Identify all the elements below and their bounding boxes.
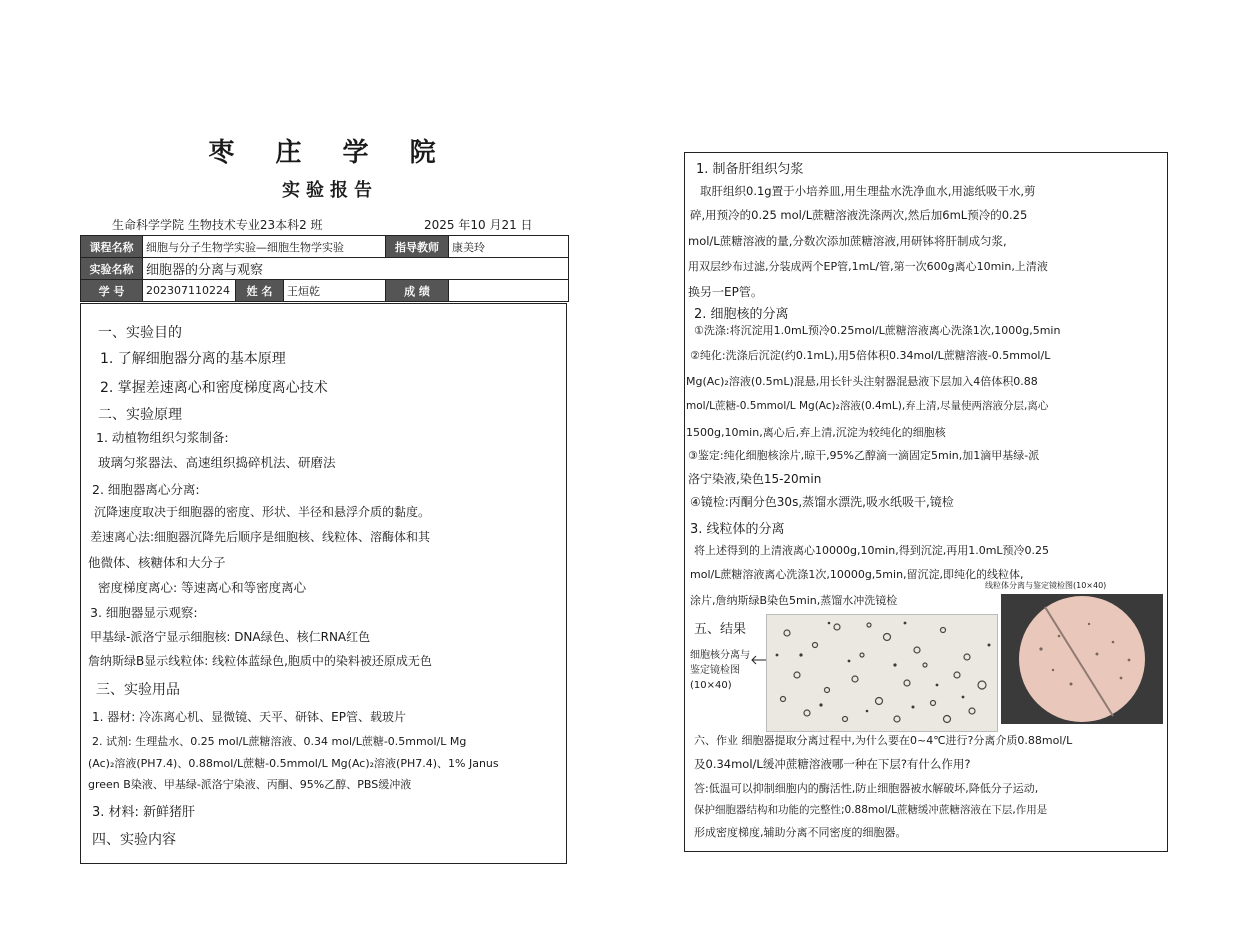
results-heading: 五、结果	[694, 622, 747, 637]
text-line: 3. 材料: 新鲜猪肝	[92, 805, 196, 820]
text-line: 1. 了解细胞器分离的基本原理	[100, 351, 286, 367]
text-line: 甲基绿-派洛宁显示细胞核: DNA绿色、核仁RNA红色	[90, 630, 371, 644]
experiment-label: 实验名称	[81, 258, 143, 280]
homework-answer: 答:低温可以抑制细胞内的酶活性,防止细胞器被水解破坏,降低分子运动,	[694, 782, 1039, 795]
section-heading: 三、实验用品	[96, 682, 180, 698]
student-id-value: 202307110224	[143, 280, 236, 302]
text-line: 洛宁染液,染色15-20min	[688, 472, 822, 486]
text-line: 密度梯度离心: 等速离心和等密度离心	[98, 580, 307, 595]
text-line: 碎,用预冷的0.25 mol/L蔗糖溶液洗涤两次,然后加6mL预冷的0.25	[690, 208, 1028, 222]
text-line: 玻璃匀浆器法、高速组织捣碎机法、研磨法	[98, 455, 336, 470]
homework-answer: 保护细胞器结构和功能的完整性;0.88mol/L蔗糖缓冲蔗糖溶液在下层,作用是	[694, 804, 1048, 816]
text-line: ①洗涤:将沉淀用1.0mL预冷0.25mol/L蔗糖溶液离心洗涤1次,1000g,5min	[694, 324, 1061, 337]
homework-answer: 形成密度梯度,辅助分离不同密度的细胞器。	[694, 826, 907, 839]
text-line: 2. 掌握差速离心和密度梯度离心技术	[100, 380, 328, 396]
department-line: 生命科学学院 生物技术专业23本科2 班	[112, 218, 323, 232]
text-line: 沉降速度取决于细胞器的密度、形状、半径和悬浮介质的黏度。	[94, 505, 431, 519]
school-title: 枣 庄 学 院	[208, 138, 452, 168]
text-line: 换另一EP管。	[688, 285, 763, 299]
homework-question: 六、作业 细胞器提取分离过程中,为什么要在0~4℃进行?分离介质0.88mol/L	[694, 734, 1073, 747]
date-line: 2025 年10 月21 日	[424, 218, 533, 232]
mitochondria-micrograph	[1001, 594, 1163, 724]
experiment-value: 细胞器的分离与观察	[143, 258, 569, 280]
name-value: 王烜乾	[284, 280, 386, 302]
section-heading: 3. 线粒体的分离	[690, 522, 785, 537]
text-line: ②纯化:洗涤后沉淀(约0.1mL),用5倍体积0.34mol/L蔗糖溶液-0.5mmol/L	[690, 349, 1051, 362]
section-heading: 四、实验内容	[92, 832, 176, 848]
text-line: 取肝组织0.1g置于小培养皿,用生理盐水洗净血水,用滤纸吸干水,剪	[700, 184, 1036, 198]
text-line: 将上述得到的上清液离心10000g,10min,得到沉淀,再用1.0mL预冷0.25	[694, 544, 1050, 557]
text-line: 他微体、核糖体和大分子	[88, 555, 226, 570]
score-label: 成 绩	[386, 280, 449, 302]
teacher-label: 指导教师	[386, 236, 449, 258]
text-line: 用双层纱布过滤,分装成两个EP管,1mL/管,第一次600g离心10min,上清液	[688, 260, 1048, 273]
text-line: 詹纳斯绿B显示线粒体: 线粒体蓝绿色,胞质中的染料被还原成无色	[88, 654, 432, 668]
student-id-label: 学 号	[81, 280, 143, 302]
course-label: 课程名称	[81, 236, 143, 258]
homework-question: 及0.34mol/L缓冲蔗糖溶液哪一种在下层?有什么作用?	[694, 757, 971, 771]
text-line: green B染液、甲基绿-派洛宁染液、丙酮、95%乙醇、PBS缓冲液	[88, 778, 412, 791]
text-line: mol/L蔗糖溶液离心洗涤1次,10000g,5min,留沉淀,即纯化的线粒体,	[690, 568, 1024, 581]
course-value: 细胞与分子生物学实验—细胞生物学实验	[143, 236, 386, 258]
teacher-value: 康美玲	[449, 236, 569, 258]
text-line: 1. 动植物组织匀浆制备:	[96, 430, 229, 445]
text-line: (Ac)₂溶液(PH7.4)、0.88mol/L蔗糖-0.5mmol/L Mg(Ac)₂溶液(PH7.4)、1% Janus	[88, 757, 499, 770]
text-line: 差速离心法:细胞器沉降先后顺序是细胞核、线粒体、溶酶体和其	[90, 530, 431, 544]
text-line: 2. 试剂: 生理盐水、0.25 mol/L蔗糖溶液、0.34 mol/L蔗糖-0.5mmol/L Mg	[92, 735, 467, 748]
section-heading: 2. 细胞核的分离	[694, 307, 789, 322]
text-line: 1. 器材: 冷冻离心机、显微镜、天平、研钵、EP管、载玻片	[92, 710, 406, 724]
text-line: mol/L蔗糖-0.5mmol/L Mg(Ac)₂溶液(0.4mL),弃上清,尽量使两溶液分层,离心	[686, 400, 1049, 412]
text-line: ③鉴定:纯化细胞核涂片,晾干,95%乙醇滴一滴固定5min,加1滴甲基绿-派	[688, 449, 1040, 462]
section-heading: 1. 制备肝组织匀浆	[696, 162, 804, 177]
text-line: mol/L蔗糖溶液的量,分数次添加蔗糖溶液,用研钵将肝制成匀浆,	[688, 234, 1007, 248]
section-heading: 一、实验目的	[98, 325, 182, 341]
text-line: 1500g,10min,离心后,弃上清,沉淀为较纯化的细胞核	[686, 426, 946, 439]
section-heading: 二、实验原理	[98, 407, 182, 423]
mitochondria-caption: 线粒体分离与鉴定镜检图(10×40)	[985, 581, 1107, 590]
nucleus-micrograph	[766, 614, 998, 732]
text-line: ④镜检:丙酮分色30s,蒸馏水漂洗,吸水纸吸干,镜检	[690, 495, 954, 509]
score-value	[449, 280, 569, 302]
info-table	[80, 235, 569, 302]
text-line: Mg(Ac)₂溶液(0.5mL)混悬,用长针头注射器混悬液下层加入4倍体积0.88	[686, 375, 1038, 388]
text-line: 2. 细胞器离心分离:	[92, 482, 200, 497]
name-label: 姓 名	[236, 280, 284, 302]
text-line: 3. 细胞器显示观察:	[90, 605, 198, 620]
text-line: 涂片,詹纳斯绿B染色5min,蒸馏水冲洗镜检	[690, 594, 898, 607]
report-title: 实验报告	[282, 180, 378, 201]
nucleus-caption: 细胞核分离与鉴定镜检图(10×40)	[690, 650, 750, 691]
